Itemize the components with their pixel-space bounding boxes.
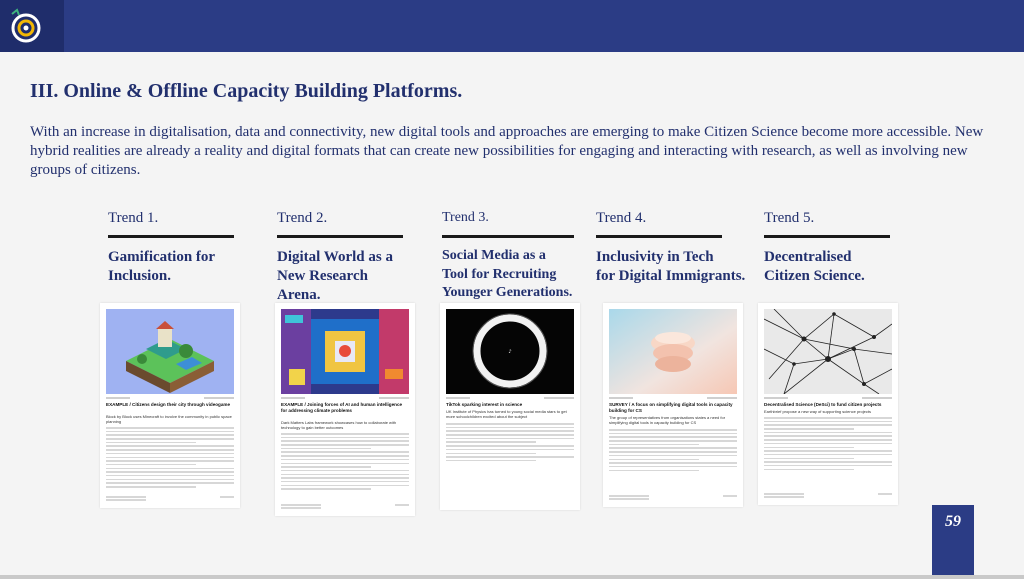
bottom-strip [0,575,1024,579]
card-body-text [106,427,234,490]
card-headline: TikTok sparking interest in science [446,402,523,407]
page-number: 59 [945,513,961,530]
card-footer [609,495,737,501]
trend-3-label: Trend 3. [442,210,489,225]
trend-5-label: Trend 5. [764,210,815,226]
card-meta [281,397,409,399]
card-subtitle: Dark Matters Labs framework showcases how to collaborate with technology to gain better outcomes [281,420,397,430]
card-headline: Decentralised Science (DeSci) to fund citizen projects [764,402,882,407]
card-headline: EXAMPLE / Joining forces of AI and human intelligence for addressing climate problems [281,402,403,413]
trend-1-divider [108,235,234,238]
trend-3-title: Social Media as a Tool for Recruiting Younger Generations. [442,248,573,300]
trend-2-card[interactable] [275,303,415,516]
trend-5-card[interactable] [758,303,898,505]
card-headline: EXAMPLE / Citizens design their city through videogame [106,402,231,407]
network-nodes-sketch-icon [764,309,892,394]
trend-4-title: Inclusivity in Tech for Digital Immigrants. [596,249,746,284]
intro-paragraph: With an increase in digitalisation, data and connectivity, new digital tools and approaches are emerging to make Citizen Science become more accessible. New hybrid realities are already a reality and digital formats that can create new possibilities for engaging and interacting with research, as well as involving new groups of citizens. [30,124,984,178]
circular-target-logo-icon [6,4,46,48]
card-body-text [281,433,409,492]
trend-3-divider [442,235,574,238]
trend-4-label: Trend 4. [596,210,647,226]
trend-1-label: Trend 1. [108,210,159,226]
colorful-abstract-tunnel-illustration-icon [281,309,409,394]
card-meta [446,397,574,399]
card-meta [609,397,737,399]
logo [0,0,64,52]
page-title: III. Online & Offline Capacity Building Platforms. [30,80,463,102]
top-bar [0,0,1024,52]
card-subtitle: Block by Block uses Minecraft to involve the community in public space planning [106,414,232,424]
trend-5-title: Decentralised Citizen Science. [764,249,865,284]
card-meta [764,397,892,399]
trend-2-title: Digital World as a New Research Arena. [277,249,393,303]
voxel-island-illustration-icon [106,309,234,394]
card-footer [281,504,409,510]
card-subtitle: Earthbrief propose a new way of supporting science projects [764,409,871,414]
trend-3-card[interactable] [440,303,580,510]
card-footer [106,496,234,502]
card-body-text [609,429,737,473]
svg-text:♪: ♪ [508,349,512,355]
card-headline: SURVEY / A focus on simplifying digital tools in capacity building for CS [609,402,733,413]
pastel-abstract-spheres-icon [609,309,737,394]
trend-2-label: Trend 2. [277,210,328,226]
trend-1-card[interactable] [100,303,240,508]
trend-5-divider [764,235,890,238]
trend-2-divider [277,235,403,238]
tiktok-ring-light-icon [446,309,574,394]
page-number-box [932,505,974,575]
card-subtitle: The group of representatives from organisations states a need for simplifying digital tools in capacity building for CS [609,415,726,425]
card-body-text [446,423,574,464]
trend-4-card[interactable] [603,303,743,507]
trend-4-divider [596,235,722,238]
card-body-text [764,417,892,472]
card-subtitle: UK Institute of Physics has turned to young social media stars to get more schoolchildren excited about the subject [446,409,567,419]
card-footer [764,493,892,499]
trend-1-title: Gamification for Inclusion. [108,249,216,284]
card-meta [106,397,234,399]
